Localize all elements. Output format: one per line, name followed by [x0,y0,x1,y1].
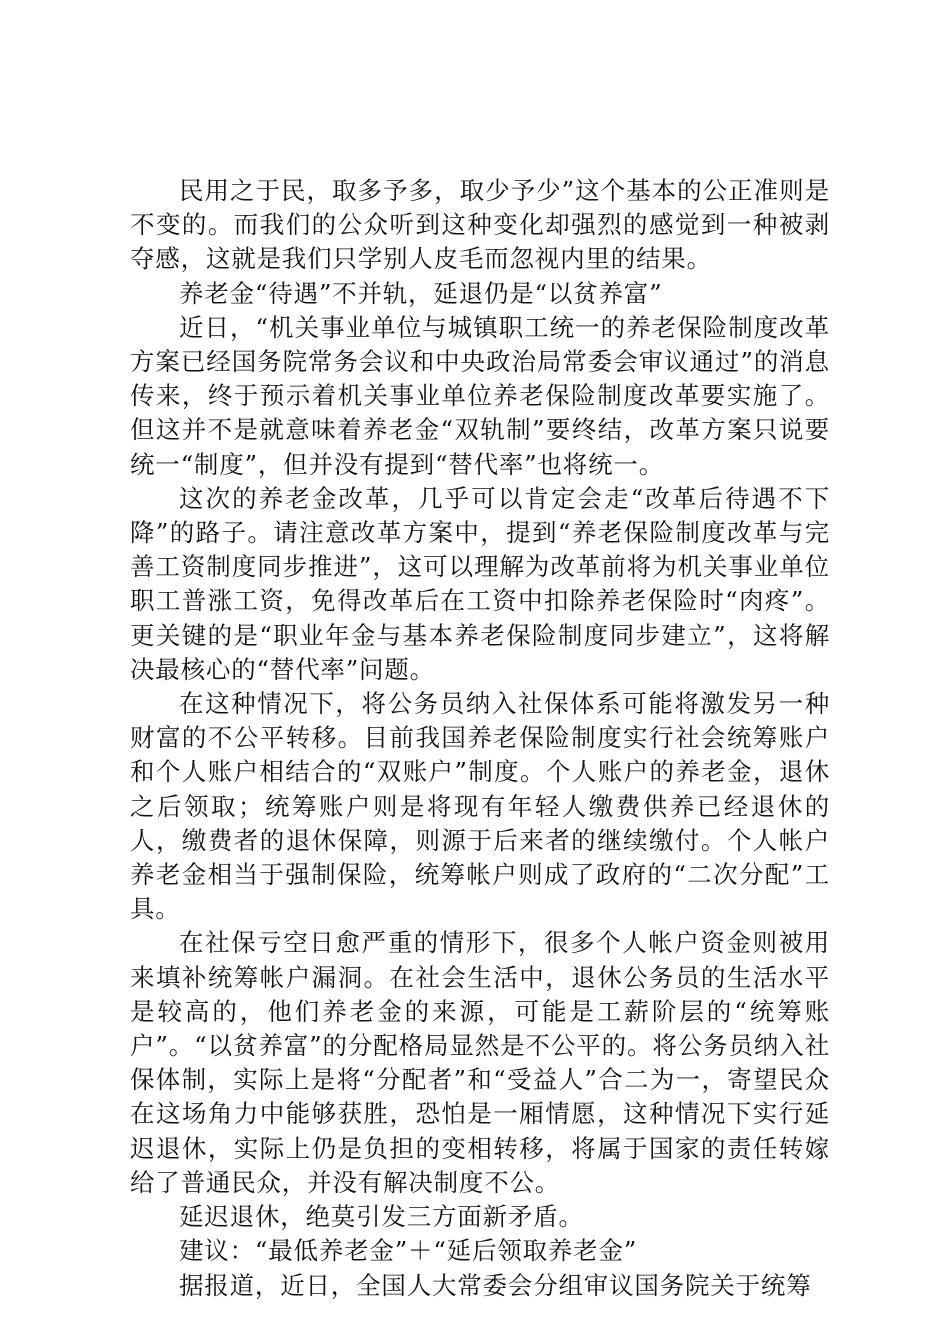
paragraph-report: 据报道，近日，全国人大常委会分组审议国务院关于统筹 [179,1270,812,1300]
paragraph-fairness-principle: 民用之于民，取多予多，取少予少”这个基本的公正准则是不变的。而我们的公众听到这种变化却强烈的感觉到一种被剥夺感，这就是我们只学别人皮毛而忽视内里的结果。 [130,176,830,274]
paragraph-social-security-deficit: 在社保亏空日愈严重的情形下，很多个人帐户资金则被用来填补统筹帐户漏洞。在社会生活中，退休公务员的生活水平是较高的，他们养老金的来源，可能是工薪阶层的“统筹账户”。“以贫养富”的分配格局显然是不公平的。将公务员纳入社保体制，实际上是将“分配者”和“受益人”合二为一，寄望民众在这场角力中能够获胜，恐怕是一厢情愿，这种情况下实行延迟退休，实际上仍是负担的变相转移，将属于国家的责任转嫁给了普通民众，并没有解决制度不公。 [130,928,830,1197]
paragraph-wealth-transfer: 在这种情况下，将公务员纳入社保体系可能将激发另一种财富的不公平转移。目前我国养老保险制度实行社会统筹账户和个人账户相结合的“双账户”制度。个人账户的养老金，退休之后领取；统筹账户则是将现有年轻人缴费供养已经退休的人，缴费者的退休保障，则源于后来者的继续缴付。个人帐户养老金相当于强制保险，统筹帐户则成了政府的“二次分配”工具。 [130,689,830,924]
heading-delayed-retirement: 延迟退休，绝莫引发三方面新矛盾。 [179,1202,584,1232]
document-body [130,174,830,1303]
paragraph-reform-plan: 近日，“机关事业单位与城镇职工统一的养老保险制度改革方案已经国务院常务会议和中央政治局常委会审议通过”的消息传来，终于预示着机关事业单位养老保险制度改革要实施了。但这并不是就意味着养老金“双轨制”要终结，改革方案只说要统一“制度”，但并没有提到“替代率”也将统一。 [130,312,830,479]
heading-pension-treatment: 养老金“待遇”不并轨，延退仍是“以贫养富” [179,278,663,308]
heading-suggestion: 建议：“最低养老金”＋“延后领取养老金” [179,1236,638,1266]
paragraph-reform-path: 这次的养老金改革，几乎可以肯定会走“改革后待遇不下降”的路子。请注意改革方案中，提到“养老保险制度改革与完善工资制度同步推进”，这可以理解为改革前将为机关事业单位职工普涨工资，免得改革后在工资中扣除养老保险时“肉疼”。更关键的是“职业年金与基本养老保险制度同步建立”，这将解决最核心的“替代率”问题。 [130,483,830,684]
